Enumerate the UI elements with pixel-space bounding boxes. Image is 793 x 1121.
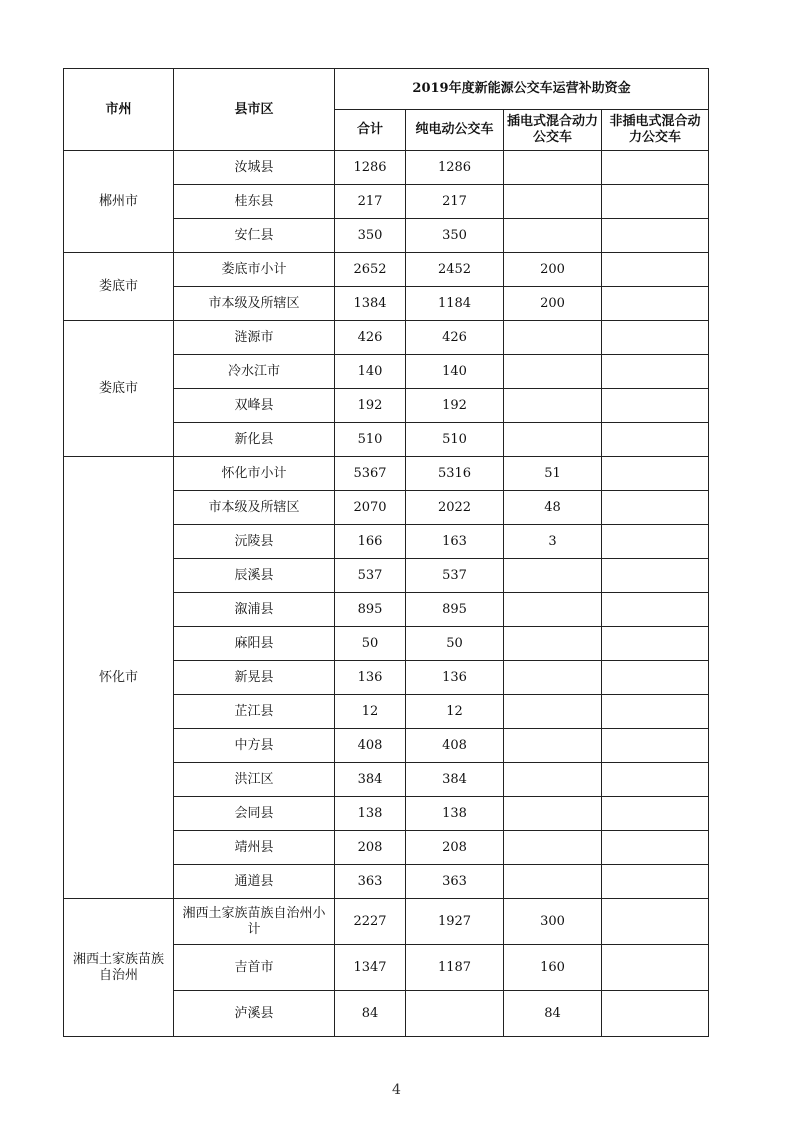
phev-cell: 3	[504, 525, 602, 559]
phev-cell: 200	[504, 287, 602, 321]
phev-cell	[504, 389, 602, 423]
hev-cell	[602, 763, 709, 797]
county-cell: 新化县	[174, 423, 335, 457]
hev-cell	[602, 899, 709, 945]
total-cell: 208	[335, 831, 406, 865]
total-cell: 192	[335, 389, 406, 423]
county-cell: 吉首市	[174, 945, 335, 991]
county-cell: 靖州县	[174, 831, 335, 865]
hev-cell	[602, 219, 709, 253]
county-cell: 市本级及所辖区	[174, 287, 335, 321]
total-cell: 138	[335, 797, 406, 831]
header-county: 县市区	[174, 69, 335, 151]
header-phev: 插电式混合动力公交车	[504, 110, 602, 151]
phev-cell	[504, 831, 602, 865]
total-cell: 1286	[335, 151, 406, 185]
total-cell: 363	[335, 865, 406, 899]
hev-cell	[602, 185, 709, 219]
hev-cell	[602, 593, 709, 627]
hev-cell	[602, 559, 709, 593]
phev-cell	[504, 695, 602, 729]
phev-cell	[504, 729, 602, 763]
county-cell: 冷水江市	[174, 355, 335, 389]
hev-cell	[602, 389, 709, 423]
hev-cell	[602, 831, 709, 865]
total-cell: 2652	[335, 253, 406, 287]
county-cell: 会同县	[174, 797, 335, 831]
subsidy-table	[63, 68, 709, 1037]
ev-cell: 138	[406, 797, 504, 831]
ev-cell: 1184	[406, 287, 504, 321]
hev-cell	[602, 865, 709, 899]
table-body	[64, 151, 709, 1037]
ev-cell: 208	[406, 831, 504, 865]
phev-cell	[504, 763, 602, 797]
table-row	[64, 457, 709, 491]
total-cell: 2070	[335, 491, 406, 525]
total-cell: 537	[335, 559, 406, 593]
phev-cell: 48	[504, 491, 602, 525]
phev-cell	[504, 355, 602, 389]
phev-cell: 84	[504, 991, 602, 1037]
ev-cell: 408	[406, 729, 504, 763]
total-cell: 1347	[335, 945, 406, 991]
hev-cell	[602, 695, 709, 729]
hev-cell	[602, 945, 709, 991]
city-cell: 怀化市	[64, 457, 174, 899]
phev-cell	[504, 797, 602, 831]
phev-cell	[504, 559, 602, 593]
phev-cell: 300	[504, 899, 602, 945]
county-cell: 沅陵县	[174, 525, 335, 559]
county-cell: 麻阳县	[174, 627, 335, 661]
table-row	[64, 253, 709, 287]
total-cell: 426	[335, 321, 406, 355]
phev-cell	[504, 423, 602, 457]
header-group-title: 2019年度新能源公交车运营补助资金	[335, 69, 709, 110]
hev-cell	[602, 287, 709, 321]
phev-cell	[504, 185, 602, 219]
hev-cell	[602, 729, 709, 763]
county-cell: 洪江区	[174, 763, 335, 797]
ev-cell: 895	[406, 593, 504, 627]
hev-cell	[602, 991, 709, 1037]
county-cell: 安仁县	[174, 219, 335, 253]
header-total: 合计	[335, 110, 406, 151]
hev-cell	[602, 525, 709, 559]
ev-cell: 2022	[406, 491, 504, 525]
ev-cell: 350	[406, 219, 504, 253]
total-cell: 350	[335, 219, 406, 253]
ev-cell: 426	[406, 321, 504, 355]
total-cell: 50	[335, 627, 406, 661]
county-cell: 泸溪县	[174, 991, 335, 1037]
city-cell: 郴州市	[64, 151, 174, 253]
header-hev: 非插电式混合动力公交车	[602, 110, 709, 151]
county-cell: 娄底市小计	[174, 253, 335, 287]
hev-cell	[602, 661, 709, 695]
total-cell: 12	[335, 695, 406, 729]
hev-cell	[602, 797, 709, 831]
city-cell: 湘西土家族苗族自治州	[64, 899, 174, 1037]
phev-cell	[504, 627, 602, 661]
total-cell: 136	[335, 661, 406, 695]
phev-cell	[504, 865, 602, 899]
ev-cell: 1187	[406, 945, 504, 991]
ev-cell: 384	[406, 763, 504, 797]
ev-cell: 217	[406, 185, 504, 219]
phev-cell	[504, 321, 602, 355]
total-cell: 510	[335, 423, 406, 457]
county-cell: 芷江县	[174, 695, 335, 729]
county-cell: 桂东县	[174, 185, 335, 219]
total-cell: 895	[335, 593, 406, 627]
city-cell: 娄底市	[64, 253, 174, 321]
table-row	[64, 899, 709, 945]
ev-cell: 1927	[406, 899, 504, 945]
total-cell: 2227	[335, 899, 406, 945]
table-row	[64, 321, 709, 355]
total-cell: 384	[335, 763, 406, 797]
county-cell: 汝城县	[174, 151, 335, 185]
county-cell: 溆浦县	[174, 593, 335, 627]
phev-cell	[504, 661, 602, 695]
table-row	[64, 151, 709, 185]
ev-cell: 192	[406, 389, 504, 423]
total-cell: 140	[335, 355, 406, 389]
ev-cell: 5316	[406, 457, 504, 491]
county-cell: 辰溪县	[174, 559, 335, 593]
hev-cell	[602, 627, 709, 661]
hev-cell	[602, 423, 709, 457]
hev-cell	[602, 321, 709, 355]
phev-cell: 200	[504, 253, 602, 287]
page-number: 4	[392, 1082, 401, 1098]
ev-cell: 163	[406, 525, 504, 559]
phev-cell	[504, 151, 602, 185]
hev-cell	[602, 151, 709, 185]
county-cell: 中方县	[174, 729, 335, 763]
hev-cell	[602, 457, 709, 491]
city-cell: 娄底市	[64, 321, 174, 457]
county-cell: 湘西土家族苗族自治州小计	[174, 899, 335, 945]
ev-cell: 1286	[406, 151, 504, 185]
total-cell: 1384	[335, 287, 406, 321]
ev-cell: 140	[406, 355, 504, 389]
total-cell: 166	[335, 525, 406, 559]
total-cell: 84	[335, 991, 406, 1037]
county-cell: 新晃县	[174, 661, 335, 695]
total-cell: 5367	[335, 457, 406, 491]
ev-cell: 537	[406, 559, 504, 593]
header-ev: 纯电动公交车	[406, 110, 504, 151]
hev-cell	[602, 355, 709, 389]
hev-cell	[602, 491, 709, 525]
ev-cell: 50	[406, 627, 504, 661]
phev-cell: 160	[504, 945, 602, 991]
phev-cell	[504, 219, 602, 253]
phev-cell	[504, 593, 602, 627]
total-cell: 217	[335, 185, 406, 219]
hev-cell	[602, 253, 709, 287]
county-cell: 涟源市	[174, 321, 335, 355]
ev-cell: 510	[406, 423, 504, 457]
ev-cell: 2452	[406, 253, 504, 287]
ev-cell: 363	[406, 865, 504, 899]
county-cell: 怀化市小计	[174, 457, 335, 491]
county-cell: 市本级及所辖区	[174, 491, 335, 525]
total-cell: 408	[335, 729, 406, 763]
county-cell: 双峰县	[174, 389, 335, 423]
ev-cell: 12	[406, 695, 504, 729]
ev-cell: 136	[406, 661, 504, 695]
county-cell: 通道县	[174, 865, 335, 899]
table-header	[64, 69, 709, 151]
phev-cell: 51	[504, 457, 602, 491]
header-city: 市州	[64, 69, 174, 151]
ev-cell	[406, 991, 504, 1037]
